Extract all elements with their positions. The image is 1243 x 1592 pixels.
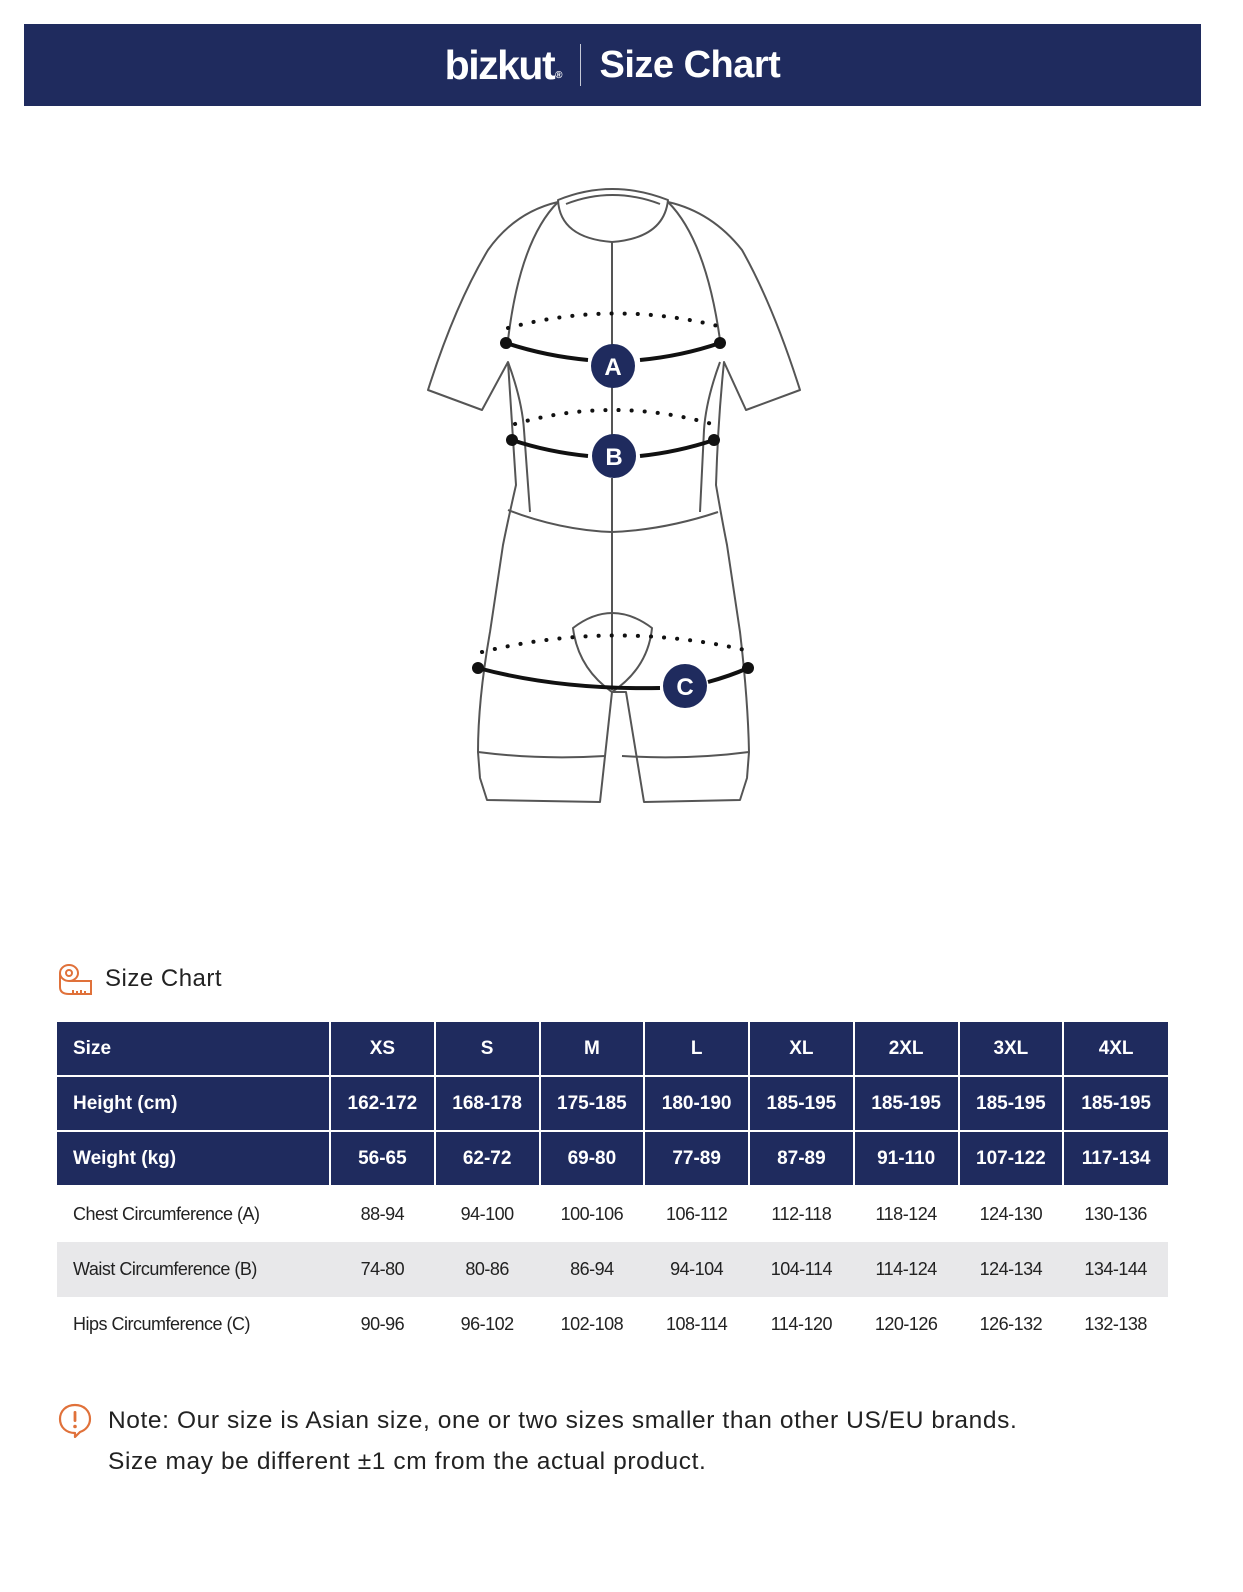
- table-cell: 112-118: [771, 1204, 832, 1224]
- column-header: Size: [57, 1022, 330, 1076]
- column-header: S: [435, 1022, 540, 1076]
- measuring-tape-icon: [57, 961, 93, 997]
- table-cell: 114-124: [854, 1242, 959, 1297]
- hips-right-dot: [742, 662, 754, 674]
- svg-text:B: B: [605, 444, 623, 471]
- row-label: Height (cm): [57, 1076, 330, 1131]
- table-cell: 94-100: [460, 1204, 514, 1224]
- table-cell: 62-72: [435, 1131, 540, 1186]
- column-header: L: [644, 1022, 749, 1076]
- table-row: [57, 1131, 1168, 1186]
- waist-right-dot: [708, 434, 720, 446]
- waist-left-dot: [506, 434, 518, 446]
- svg-text:C: C: [676, 674, 694, 701]
- marker-a: [591, 344, 635, 388]
- table-cell: 56-65: [330, 1131, 435, 1186]
- table-cell: 117-134: [1063, 1131, 1168, 1186]
- table-cell: 96-102: [460, 1314, 514, 1334]
- column-header: XL: [749, 1022, 854, 1076]
- svg-text:A: A: [604, 354, 622, 381]
- table-cell: 185-195: [854, 1076, 959, 1131]
- table-cell: 185-195: [749, 1076, 854, 1131]
- note-line-1: Note: Our size is Asian size, one or two sizes smaller than other US/EU brands.: [108, 1407, 1018, 1434]
- table-cell: 126-132: [979, 1314, 1043, 1334]
- table-cell: 185-195: [1063, 1076, 1168, 1131]
- table-cell: 162-172: [330, 1076, 435, 1131]
- table-cell: 102-108: [560, 1314, 624, 1334]
- table-cell: 168-178: [435, 1076, 540, 1131]
- table-row: [57, 1076, 1168, 1131]
- column-header: 3XL: [959, 1022, 1064, 1076]
- table-cell: 132-138: [1084, 1314, 1147, 1334]
- table-cell: 107-122: [959, 1131, 1064, 1186]
- table-cell: 134-144: [1063, 1242, 1168, 1297]
- table-cell: 90-96: [360, 1314, 405, 1334]
- table-cell: 108-114: [666, 1314, 728, 1334]
- header-bar: [24, 24, 1201, 106]
- table-cell: 124-134: [959, 1242, 1064, 1297]
- table-cell: 87-89: [749, 1131, 854, 1186]
- brand-logo: bizkut®: [444, 41, 563, 88]
- row-label: Chest Circumference (A): [73, 1204, 260, 1224]
- size-table: [57, 1022, 1168, 1352]
- table-row: [57, 1186, 1168, 1242]
- alert-icon: [57, 1402, 93, 1438]
- column-header: 2XL: [854, 1022, 959, 1076]
- table-header-row: [57, 1022, 1168, 1076]
- hips-back-line: [482, 635, 745, 652]
- table-cell: 74-80: [330, 1242, 435, 1297]
- table-row: [57, 1297, 1168, 1352]
- row-label: Waist Circumference (B): [57, 1242, 330, 1297]
- table-cell: 91-110: [854, 1131, 959, 1186]
- table-cell: 80-86: [435, 1242, 540, 1297]
- row-label: Weight (kg): [57, 1131, 330, 1186]
- marker-c: [663, 664, 707, 708]
- table-cell: 124-130: [979, 1204, 1043, 1224]
- table-cell: 69-80: [540, 1131, 645, 1186]
- table-row: [57, 1242, 1168, 1297]
- suit-measurement-diagram: [420, 180, 810, 810]
- column-header: M: [540, 1022, 645, 1076]
- row-label: Hips Circumference (C): [73, 1314, 251, 1334]
- table-cell: 114-120: [770, 1314, 832, 1334]
- header-divider: [580, 44, 581, 86]
- table-cell: 77-89: [644, 1131, 749, 1186]
- table-cell: 86-94: [540, 1242, 645, 1297]
- table-cell: 88-94: [360, 1204, 405, 1224]
- table-cell: 130-136: [1084, 1204, 1147, 1224]
- section-title: Size Chart: [105, 965, 223, 992]
- table-cell: 94-104: [644, 1242, 749, 1297]
- hips-left-dot: [472, 662, 484, 674]
- column-header: 4XL: [1063, 1022, 1168, 1076]
- chest-right-dot: [714, 337, 726, 349]
- chest-left-dot: [500, 337, 512, 349]
- table-cell: 118-124: [875, 1204, 937, 1224]
- size-chart-heading: [57, 960, 222, 998]
- size-note: [57, 1400, 1017, 1482]
- table-cell: 120-126: [874, 1314, 938, 1334]
- page-title: Size Chart: [599, 43, 781, 86]
- table-cell: 100-106: [560, 1204, 624, 1224]
- note-line-2: Size may be different ±1 cm from the actual product.: [108, 1448, 707, 1475]
- table-cell: 175-185: [540, 1076, 645, 1131]
- table-cell: 180-190: [644, 1076, 749, 1131]
- table-cell: 104-114: [749, 1242, 854, 1297]
- suit-outline-icon: [428, 189, 800, 802]
- marker-b: [592, 434, 636, 478]
- column-header: XS: [330, 1022, 435, 1076]
- table-cell: 185-195: [959, 1076, 1064, 1131]
- table-cell: 106-112: [666, 1204, 728, 1224]
- waist-back-line: [515, 410, 712, 424]
